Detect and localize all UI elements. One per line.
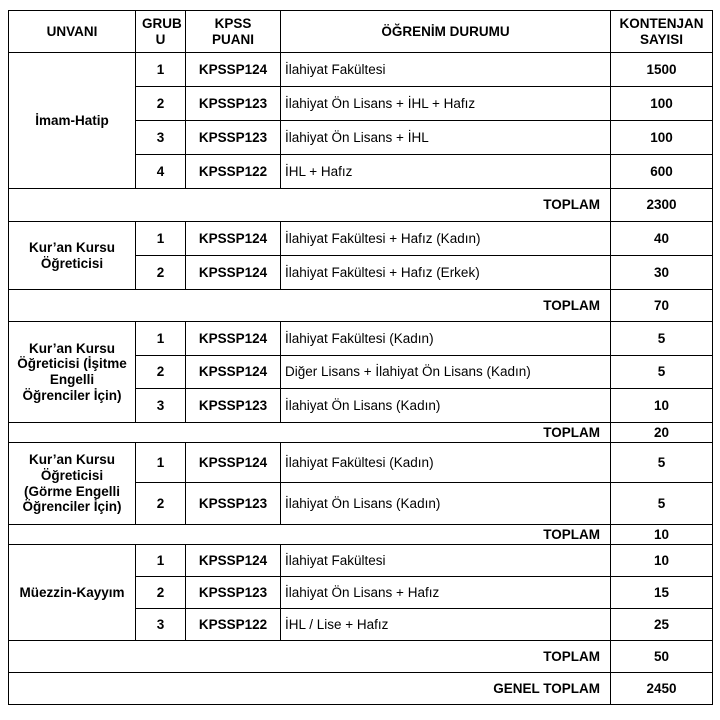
header-puan: KPSS PUANI — [186, 11, 281, 53]
kontenjan-cell: 15 — [611, 577, 713, 609]
ogrenim-cell: İlahiyat Ön Lisans (Kadın) — [281, 389, 611, 423]
table-row — [9, 53, 713, 87]
ogrenim-cell: İlahiyat Fakültesi + Hafız (Erkek) — [281, 256, 611, 290]
toplam-label: TOPLAM — [9, 189, 611, 222]
toplam-row — [9, 189, 713, 222]
genel-toplam-value: 2450 — [611, 673, 713, 705]
grup-cell: 1 — [136, 545, 186, 577]
table-row — [9, 545, 713, 577]
grup-cell: 2 — [136, 483, 186, 525]
kontenjan-table-sheet — [8, 10, 712, 705]
grup-cell: 4 — [136, 155, 186, 189]
puan-cell: KPSSP124 — [186, 222, 281, 256]
kontenjan-cell: 10 — [611, 389, 713, 423]
grup-cell: 3 — [136, 121, 186, 155]
toplam-label: TOPLAM — [9, 423, 611, 443]
grup-cell: 3 — [136, 389, 186, 423]
toplam-label: TOPLAM — [9, 525, 611, 545]
puan-cell: KPSSP123 — [186, 483, 281, 525]
table-row — [9, 322, 713, 356]
kontenjan-cell: 100 — [611, 87, 713, 121]
kontenjan-cell: 100 — [611, 121, 713, 155]
puan-cell: KPSSP122 — [186, 609, 281, 641]
unvan-cell: Kur’an Kursu Öğreticisi — [9, 222, 136, 290]
header-kontenjan: KONTENJAN SAYISI — [611, 11, 713, 53]
ogrenim-cell: İlahiyat Fakültesi + Hafız (Kadın) — [281, 222, 611, 256]
puan-cell: KPSSP124 — [186, 443, 281, 483]
unvan-cell: Kur’an Kursu Öğreticisi (Görme Engelli Öğrenciler İçin) — [9, 443, 136, 525]
kontenjan-cell: 1500 — [611, 53, 713, 87]
grup-cell: 2 — [136, 87, 186, 121]
unvan-cell: İmam-Hatip — [9, 53, 136, 189]
ogrenim-cell: İlahiyat Ön Lisans + İHL — [281, 121, 611, 155]
puan-cell: KPSSP124 — [186, 322, 281, 356]
kontenjan-cell: 10 — [611, 545, 713, 577]
kontenjan-cell: 40 — [611, 222, 713, 256]
puan-cell: KPSSP123 — [186, 121, 281, 155]
grup-cell: 2 — [136, 577, 186, 609]
header-ogrenim: ÖĞRENİM DURUMU — [281, 11, 611, 53]
puan-cell: KPSSP123 — [186, 87, 281, 121]
header-unvan: UNVANI — [9, 11, 136, 53]
ogrenim-cell: Diğer Lisans + İlahiyat Ön Lisans (Kadın) — [281, 356, 611, 389]
grup-cell: 1 — [136, 322, 186, 356]
toplam-label: TOPLAM — [9, 290, 611, 322]
ogrenim-cell: İHL + Hafız — [281, 155, 611, 189]
ogrenim-cell: İlahiyat Fakültesi — [281, 53, 611, 87]
kontenjan-cell: 30 — [611, 256, 713, 290]
ogrenim-cell: İlahiyat Ön Lisans + Hafız — [281, 577, 611, 609]
toplam-row — [9, 641, 713, 673]
kontenjan-cell: 5 — [611, 356, 713, 389]
puan-cell: KPSSP123 — [186, 577, 281, 609]
kontenjan-cell: 5 — [611, 483, 713, 525]
kontenjan-cell: 5 — [611, 443, 713, 483]
unvan-cell: Kur’an Kursu Öğreticisi (İşitme Engelli Öğrenciler İçin) — [9, 322, 136, 423]
ogrenim-cell: İlahiyat Fakültesi — [281, 545, 611, 577]
kontenjan-cell: 600 — [611, 155, 713, 189]
grup-cell: 1 — [136, 53, 186, 87]
puan-cell: KPSSP124 — [186, 545, 281, 577]
puan-cell: KPSSP124 — [186, 356, 281, 389]
puan-cell: KPSSP122 — [186, 155, 281, 189]
grup-cell: 2 — [136, 256, 186, 290]
kontenjan-table — [8, 10, 713, 705]
genel-toplam-label: GENEL TOPLAM — [9, 673, 611, 705]
grup-cell: 2 — [136, 356, 186, 389]
kontenjan-cell: 5 — [611, 322, 713, 356]
ogrenim-cell: İlahiyat Fakültesi (Kadın) — [281, 443, 611, 483]
grup-cell: 3 — [136, 609, 186, 641]
toplam-value: 2300 — [611, 189, 713, 222]
toplam-value: 20 — [611, 423, 713, 443]
ogrenim-cell: İlahiyat Fakültesi (Kadın) — [281, 322, 611, 356]
unvan-cell: Müezzin-Kayyım — [9, 545, 136, 641]
ogrenim-cell: İlahiyat Ön Lisans (Kadın) — [281, 483, 611, 525]
grup-cell: 1 — [136, 443, 186, 483]
table-row — [9, 443, 713, 483]
grup-cell: 1 — [136, 222, 186, 256]
genel-toplam-row — [9, 673, 713, 705]
ogrenim-cell: İlahiyat Ön Lisans + İHL + Hafız — [281, 87, 611, 121]
header-row — [9, 11, 713, 53]
toplam-value: 50 — [611, 641, 713, 673]
toplam-row — [9, 525, 713, 545]
kontenjan-cell: 25 — [611, 609, 713, 641]
table-row — [9, 222, 713, 256]
toplam-row — [9, 290, 713, 322]
header-grup: GRUB U — [136, 11, 186, 53]
toplam-label: TOPLAM — [9, 641, 611, 673]
toplam-value: 70 — [611, 290, 713, 322]
puan-cell: KPSSP124 — [186, 256, 281, 290]
toplam-row — [9, 423, 713, 443]
ogrenim-cell: İHL / Lise + Hafız — [281, 609, 611, 641]
puan-cell: KPSSP124 — [186, 53, 281, 87]
toplam-value: 10 — [611, 525, 713, 545]
puan-cell: KPSSP123 — [186, 389, 281, 423]
